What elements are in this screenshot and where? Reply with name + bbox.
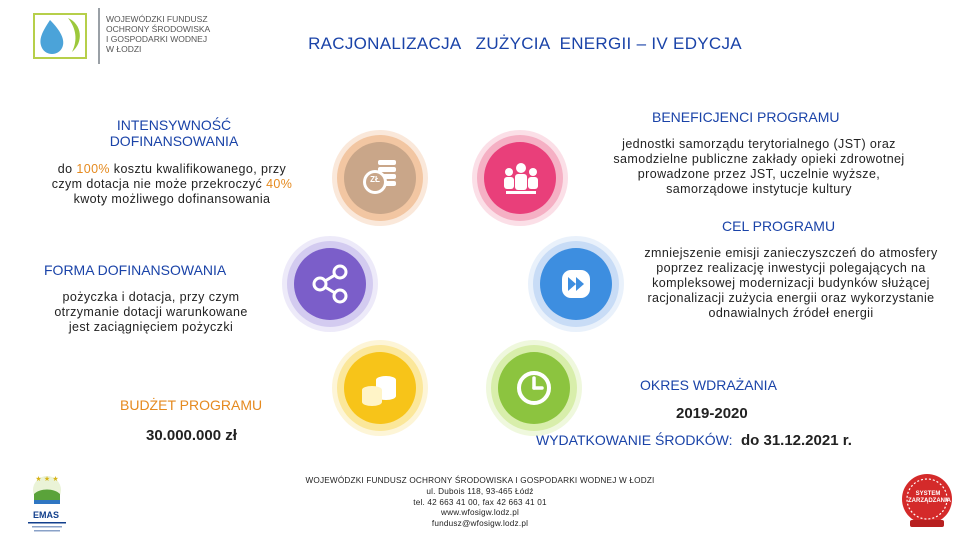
seal-label <box>908 491 951 505</box>
seal-line: ZARZĄDZANIA <box>908 498 951 504</box>
intensity-heading <box>96 117 252 149</box>
page-title: RACJONALIZACJA ZUŻYCIA ENERGII – IV EDYCJA <box>308 34 742 53</box>
logo-line: W ŁODZI <box>106 44 142 54</box>
disbursement-value: do 31.12.2021 r. <box>740 432 852 449</box>
goal-text: zmniejszenie emisji zanieczyszczeń do atmosfery poprzez realizację inwestycji polegających na kompleksowej modernizacji budynków służącej racjonalizacji zużycia energii oraz wykorzystanie odnawialnych źródeł energii <box>644 246 938 320</box>
goal-heading: CEL PROGRAMU <box>722 218 836 234</box>
footer-website-link[interactable]: www.wfosigw.lodz.pl <box>441 508 519 518</box>
intensity-percent-100: 100% <box>76 162 110 176</box>
svg-text:★ ★ ★: ★ ★ ★ <box>35 475 59 483</box>
footer-contact <box>290 476 670 530</box>
money-stack-icon <box>358 366 402 410</box>
logo-divider <box>98 8 100 64</box>
disbursement-row <box>536 432 956 450</box>
share-icon <box>310 264 350 304</box>
period-heading: OKRES WDRAŻANIA <box>640 377 777 393</box>
intensity-heading-line: DOFINANSOWANIA <box>109 133 239 149</box>
emas-label: EMAS <box>32 510 59 520</box>
intensity-heading-line: INTENSYWNOŚĆ <box>116 117 232 133</box>
footer-email-link[interactable]: fundusz@wfosigw.lodz.pl <box>431 519 529 529</box>
intensity-text-suffix: kwoty możliwego dofinansowania <box>73 192 271 206</box>
period-value: 2019-2020 <box>676 405 748 422</box>
emas-logo-icon <box>22 470 72 538</box>
fast-forward-icon <box>556 264 596 304</box>
footer-address: ul. Dubois 118, 93-465 Łódź <box>426 486 534 496</box>
coin-currency-label: ZŁ <box>370 175 380 184</box>
fund-logo-icon <box>28 8 90 64</box>
logo-line: OCHRONY ŚRODOWISKA <box>106 24 211 34</box>
beneficiaries-text: jednostki samorządu terytorialnego (JST) oraz samodzielne publiczne zakłady opieki zdrowotnej prowadzone przez JST, uczelnie wyższe, samorządowe instytucje kultury <box>613 137 905 196</box>
seal-line: SYSTEM <box>915 491 941 497</box>
intensity-text <box>44 162 300 207</box>
logo-line: WOJEWÓDZKI FUNDUSZ <box>106 14 208 24</box>
disbursement-label: WYDATKOWANIE ŚRODKÓW: <box>536 432 733 448</box>
footer-fund-name: WOJEWÓDZKI FUNDUSZ OCHRONY ŚRODOWISKA I GOSPODARKI WODNEJ W ŁODZI <box>305 476 655 485</box>
form-text: pożyczka i dotacja, przy czym otrzymanie dotacji warunkowane jest zaciągnięciem pożyczki <box>54 290 248 334</box>
form-heading: FORMA DOFINANSOWANIA <box>44 262 227 278</box>
intensity-text-mid: kosztu kwalifikowanego, przy czym dotacja nie może przekroczyć <box>51 162 287 191</box>
fund-logo-text <box>106 14 226 54</box>
footer-phone: tel. 42 663 41 00, fax 42 663 41 01 <box>413 497 547 507</box>
clock-icon <box>514 368 554 408</box>
people-icon <box>500 158 542 198</box>
intensity-text-prefix: do <box>57 162 77 176</box>
intensity-percent-40: 40% <box>266 177 293 191</box>
budget-heading: BUDŻET PROGRAMU <box>120 397 263 413</box>
beneficiaries-heading: BENEFICJENCI PROGRAMU <box>652 109 840 125</box>
logo-line: I GOSPODARKI WODNEJ <box>106 34 208 44</box>
budget-value: 30.000.000 zł <box>146 427 237 444</box>
